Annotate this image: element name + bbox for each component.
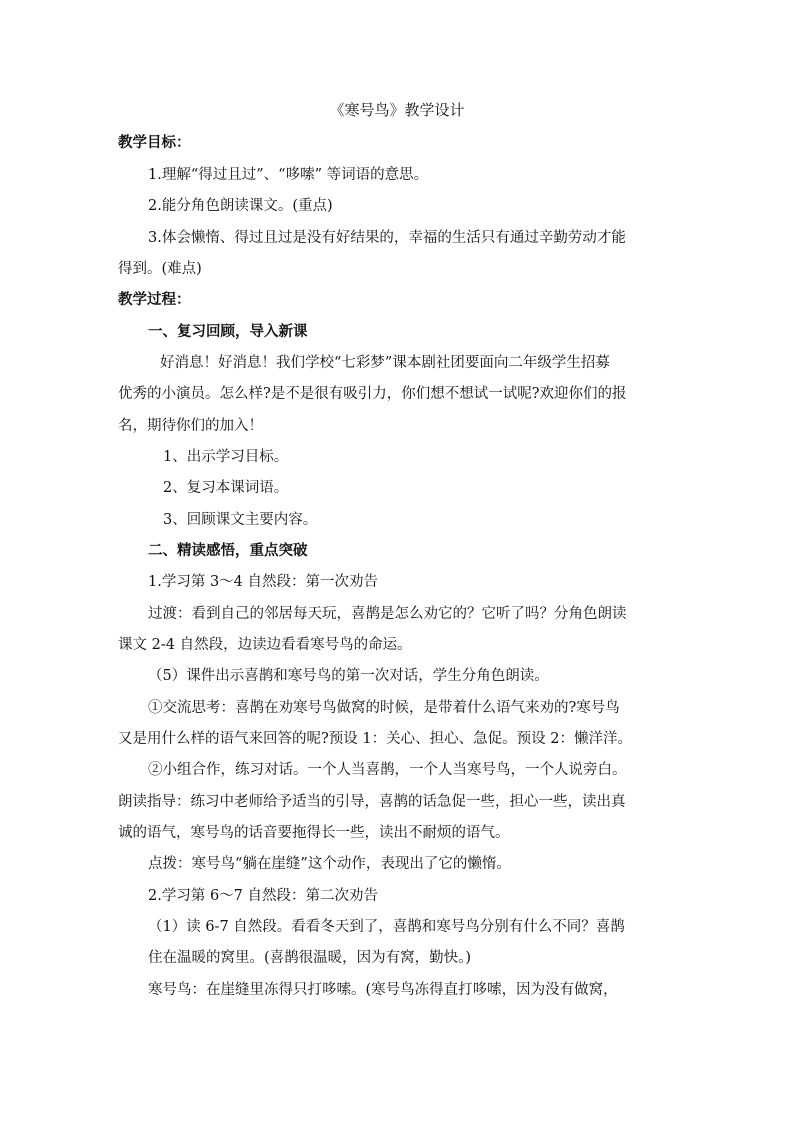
subheading-close-reading: 二、精读感悟，重点突破 (148, 542, 308, 559)
paragraph-line: ①交流思考：喜鹊在劝寒号鸟做窝的时候，是带着什么语气来劝的?寒号鸟 (148, 700, 620, 716)
paragraph-line: 1.学习第 3～4 自然段：第一次劝告 (148, 574, 379, 590)
section-heading-process: 教学过程： (118, 291, 191, 308)
paragraph-line: 课文 2-4 自然段，边读边看看寒号鸟的命运。 (118, 637, 412, 653)
paragraph-line: 诚的语气，寒号鸟的话音要拖得长一些，读出不耐烦的语气。 (118, 825, 510, 841)
list-item: 2、复习本课词语。 (163, 480, 289, 496)
objective-2: 2.能分角色朗读课文。(重点) (148, 198, 333, 214)
paragraph-line: 又是用什么样的语气来回答的呢?预设 1：关心、担心、急促。预设 2：懒洋洋。 (118, 731, 632, 747)
section-heading-objectives: 教学目标： (118, 134, 191, 151)
paragraph-line: 朗读指导：练习中老师给予适当的引导，喜鹊的话急促一些，担心一些，读出真 (118, 794, 626, 810)
objective-1: 1.理解“得过且过”、“哆嗦” 等词语的意思。 (148, 167, 429, 183)
document-title: 《寒号鸟》教学设计 (329, 101, 465, 119)
paragraph-line: （5）课件出示喜鹊和寒号鸟的第一次对话，学生分角色朗读。 (148, 668, 549, 684)
list-item: 1、出示学习目标。 (163, 449, 289, 465)
list-item: 3、回顾课文主要内容。 (163, 512, 318, 528)
paragraph-line: ②小组合作，练习对话。一个人当喜鹊，一个人当寒号鸟，一个人说旁白。 (148, 762, 627, 778)
paragraph-line: 名，期待你们的加入！ (118, 418, 263, 434)
paragraph-line: 优秀的小演员。怎么样?是不是很有吸引力，你们想不想试一试呢?欢迎你们的报 (118, 386, 627, 402)
objective-3-continued: 得到。(难点) (118, 261, 202, 277)
paragraph-line: 过渡：看到自己的邻居每天玩，喜鹊是怎么劝它的？它听了吗？分角色朗读 (148, 606, 627, 622)
paragraph-line: 住在温暖的窝里。(喜鹊很温暖，因为有窝，勤快。) (148, 950, 472, 966)
paragraph-line: 好消息！好消息！我们学校“七彩梦”课本剧社团要面向二年级学生招募 (160, 355, 610, 371)
paragraph-line: 2.学习第 6～7 自然段：第二次劝告 (148, 888, 379, 904)
paragraph-line: 寒号鸟：在崖缝里冻得只打哆嗦。(寒号鸟冻得直打哆嗦，因为没有做窝， (148, 982, 618, 998)
objective-3: 3.体会懒惰、得过且过是没有好结果的，幸福的生活只有通过辛勤劳动才能 (148, 230, 626, 246)
subheading-review: 一、复习回顾，导入新课 (148, 323, 308, 340)
paragraph-line: 点拨：寒号鸟“躺在崖缝”这个动作，表现出了它的懒惰。 (148, 856, 511, 872)
paragraph-line: （1）读 6-7 自然段。看看冬天到了，喜鹊和寒号鸟分别有什么不同？喜鹊 (148, 919, 625, 935)
